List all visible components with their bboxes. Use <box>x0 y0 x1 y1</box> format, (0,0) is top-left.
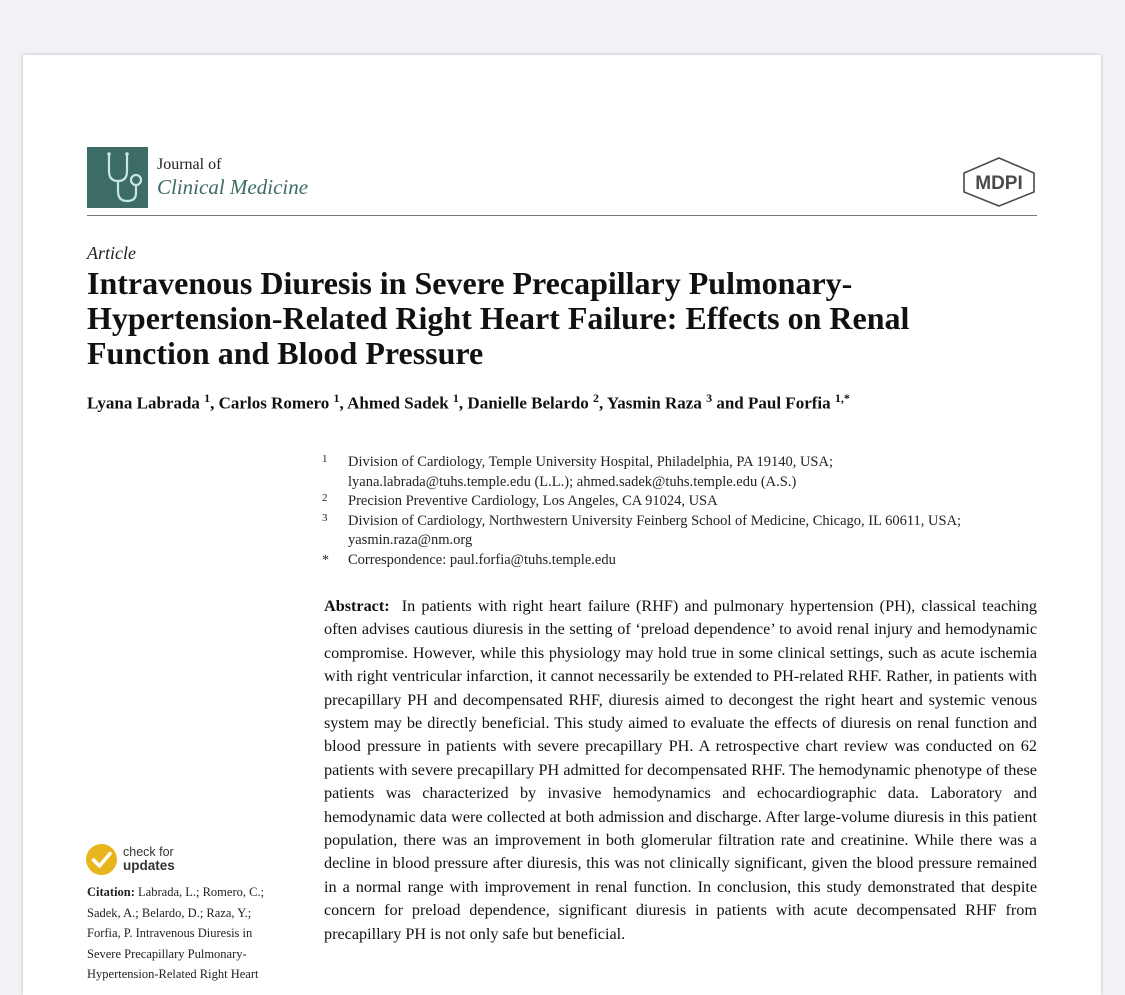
author-name: Danielle Belardo <box>467 393 589 413</box>
affiliation-line: Division of Cardiology, Northwestern University Feinberg School of Medicine, Chicago, IL 60611, USA; <box>348 512 962 529</box>
publisher-logo <box>959 155 1039 209</box>
author-name: Yasmin Raza <box>606 393 702 413</box>
author-affiliation-mark: 1 <box>204 391 211 405</box>
author-separator: , <box>339 393 348 413</box>
author-name: Paul Forfia <box>748 393 831 413</box>
publisher-name: MDPI <box>975 173 1023 194</box>
affiliations <box>321 453 1041 570</box>
abstract-text: In patients with right heart failure (RHF) and pulmonary hypertension (PH), classical teaching often advises cautious diuresis in the setting of ‘preload dependence’ to avoid renal injury and hemodynamic compromise. However, while this physiology may hold true in some clinical settings, such as acute ischemia with right ventricular infarction, it cannot necessarily be extended to PH-related RHF. Rather, in patients with precapillary PH and decompensated RHF, diuresis aimed to decongest the right heart and systemic venous system may be directly beneficial. This study aimed to evaluate the effects of diuresis on renal function and blood pressure in patients with severe precapillary PH. A retrospective chart review was conducted on 62 patients with severe precapillary PH admitted for decompensated RHF. The hemodynamic phenotype of these patients was characterized by invasive hemodynamics and echocardiographic data. Laboratory and hemodynamic data were collected at both admission and discharge. After large-volume diuresis in this patient population, there was an improvement in both glomerular filtration rate and creatinine. While there was a decline in blood pressure after diuresis, this was not clinically significant, given the blood pressure remained in a normal range with improvement in renal function. In conclusion, this study demonstrated that despite concern for preload dependence, significant diuresis in patients with acute decompensated RHF from precapillary PH is not only safe but beneficial. <box>324 597 1038 943</box>
affiliation-item <box>321 551 1041 571</box>
citation-text: Labrada, L.; Romero, C.; Sadek, A.; Belardo, D.; Raza, Y.; Forfia, P. Intravenous Diuresis in Severe Precapillary Pulmonary-Hypertension-Related Right Heart <box>87 885 265 982</box>
author-affiliation-mark: 1,* <box>834 391 850 405</box>
affiliation-mark: * <box>322 552 329 568</box>
citation <box>87 882 287 985</box>
journal-name <box>157 156 308 200</box>
affiliation-line: Precision Preventive Cardiology, Los Angeles, CA 91024, USA <box>348 493 718 509</box>
journal-logo <box>87 147 148 208</box>
abstract-label: Abstract: <box>324 597 390 615</box>
affiliation-line: Division of Cardiology, Temple University Hospital, Philadelphia, PA 19140, USA; <box>348 454 833 470</box>
affiliation-item <box>321 512 1041 551</box>
author-affiliation-mark: 2 <box>593 391 600 405</box>
affiliation-line: yasmin.raza@nm.org <box>348 532 473 548</box>
paper-page <box>23 55 1101 995</box>
author-separator: , <box>210 393 219 413</box>
author-list <box>87 391 850 414</box>
author-separator: , <box>599 393 607 413</box>
citation-label: Citation: <box>87 885 135 899</box>
journal-title: Clinical Medicine <box>157 175 309 200</box>
author-affiliation-mark: 1 <box>333 391 340 405</box>
author-separator: and <box>712 393 748 413</box>
author-affiliation-mark: 1 <box>452 391 459 405</box>
affiliation-item <box>321 453 1041 492</box>
author-affiliation-mark: 3 <box>706 391 713 405</box>
check-updates-line2: updates <box>123 858 175 873</box>
author-separator: , <box>458 393 468 413</box>
article-type: Article <box>87 243 136 263</box>
affiliation-line: Correspondence: paul.forfia@tuhs.temple.edu <box>348 551 616 568</box>
article-title: Intravenous Diuresis in Severe Precapillary Pulmonary-Hypertension-Related Right Heart Failure: Effects on Renal Function and Blood Pressure <box>87 265 910 371</box>
check-for-updates-link[interactable] <box>123 845 175 873</box>
stethoscope-icon <box>87 147 148 208</box>
author-name: Lyana Labrada <box>87 393 200 413</box>
author-name: Ahmed Sadek <box>347 393 449 413</box>
checkmark-icon[interactable] <box>85 843 118 876</box>
affiliation-mark: 3 <box>322 511 328 524</box>
affiliation-item <box>321 492 1041 512</box>
author-name: Carlos Romero <box>218 393 330 413</box>
affiliation-mark: 1 <box>322 453 328 465</box>
header-divider <box>87 215 1037 216</box>
journal-prefix: Journal of <box>157 156 222 173</box>
check-updates-line1: check for <box>123 845 174 859</box>
abstract <box>324 595 1037 946</box>
affiliation-mark: 2 <box>322 492 328 504</box>
affiliation-line: lyana.labrada@tuhs.temple.edu (L.L.); ahmed.sadek@tuhs.temple.edu (A.S.) <box>348 473 797 490</box>
